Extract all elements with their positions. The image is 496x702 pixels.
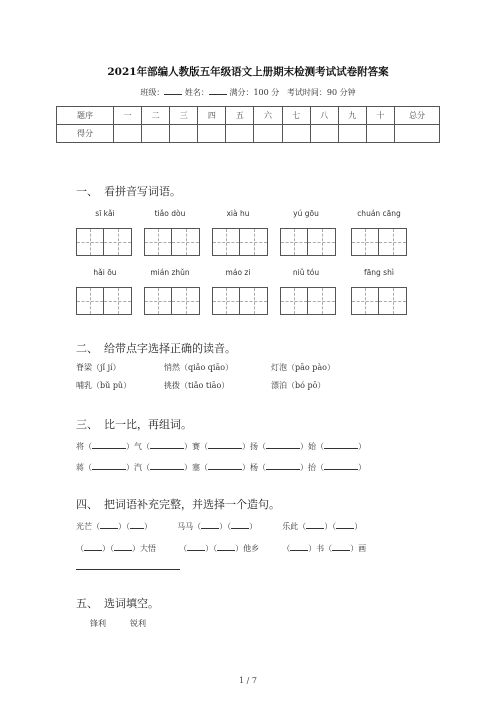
answer-blank[interactable] <box>150 461 184 470</box>
reading-choice[interactable]: 灯泡（pāo pào） <box>271 363 335 372</box>
prompt-text: （ <box>179 544 188 553</box>
prompt-text: 光芒（ <box>76 522 100 531</box>
score-row-label: 得分 <box>57 125 114 143</box>
writing-box[interactable] <box>212 228 268 256</box>
score-input-cell[interactable] <box>310 125 338 143</box>
score-input-cell[interactable] <box>170 125 198 143</box>
prompt-text: （ <box>76 544 84 553</box>
section-title: 选词填空。 <box>104 597 159 610</box>
score-input-cell[interactable] <box>395 125 440 143</box>
section-2-heading <box>76 340 236 356</box>
full-score: 满分：100 分 <box>229 88 280 97</box>
name-label: 姓名： <box>184 88 209 97</box>
prompt-text: ）大悟 <box>132 544 156 553</box>
writing-cell[interactable] <box>212 228 240 256</box>
prompt-text: ） <box>354 522 363 531</box>
section-5-heading <box>76 595 159 611</box>
section-4-heading <box>76 496 280 512</box>
pinyin-label: niǔ tóu <box>292 268 320 277</box>
page-number: 1 / 7 <box>239 676 257 685</box>
section-title: 看拼音写词语。 <box>104 185 181 198</box>
answer-blank[interactable] <box>187 542 205 551</box>
score-cell: 五 <box>226 107 254 125</box>
prompt-text: ） <box>144 522 152 531</box>
section-number: 四、 <box>76 498 98 511</box>
writing-cell[interactable] <box>144 287 172 315</box>
answer-blank[interactable] <box>208 440 242 449</box>
pinyin-label: mián zhǔn <box>150 268 190 277</box>
reading-choice[interactable]: 漂泊（bó pō） <box>271 381 326 390</box>
pinyin-label: chuán cāng <box>357 209 401 218</box>
pinyin-label: máo zi <box>225 268 251 277</box>
prompt-text: 蒋（ <box>76 463 92 472</box>
prompt-text: ）他乡 <box>235 544 260 553</box>
prompt-text: ）塞（ <box>184 463 208 472</box>
writing-cell[interactable] <box>76 287 104 315</box>
writing-box[interactable] <box>76 228 132 256</box>
prompt-text: ）（ <box>219 522 232 531</box>
writing-cell[interactable] <box>379 228 407 256</box>
score-input-cell[interactable] <box>338 125 366 143</box>
score-cell: 总分 <box>395 107 440 125</box>
reading-choice[interactable]: 悄然（qiǎo qiāo） <box>164 363 234 372</box>
writing-cell[interactable] <box>104 287 132 315</box>
answer-blank[interactable] <box>332 542 350 551</box>
pinyin-label: sī kǎi <box>95 209 115 218</box>
writing-box[interactable] <box>351 287 407 315</box>
class-label: 班级： <box>140 88 165 97</box>
reading-choice[interactable]: 哺乳（bǔ pǔ） <box>76 381 132 390</box>
answer-blank[interactable] <box>92 440 126 449</box>
writing-cell[interactable] <box>104 228 132 256</box>
writing-cell[interactable] <box>280 228 308 256</box>
answer-blank[interactable] <box>201 520 219 529</box>
reading-choice[interactable]: 挑拨（tiǎo tiāo） <box>164 381 230 390</box>
pinyin-label: xià hu <box>226 209 250 218</box>
score-cell: 九 <box>338 107 366 125</box>
writing-box[interactable] <box>144 228 200 256</box>
score-input-cell[interactable] <box>114 125 142 143</box>
prompt-text: ）杨（ <box>242 463 266 472</box>
prompt-text: 乐此（ <box>282 522 307 531</box>
writing-cell[interactable] <box>172 228 200 256</box>
prompt-text: ）扬（ <box>242 442 266 451</box>
writing-cell[interactable] <box>308 287 336 315</box>
prompt-text: ） <box>249 522 258 531</box>
writing-cell[interactable] <box>212 287 240 315</box>
page-title: 2021年部编人教版五年级语文上册期末检测考试试卷附答案 <box>107 66 389 78</box>
section-number: 三、 <box>76 418 98 431</box>
section-number: 二、 <box>76 342 98 355</box>
prompt-text: ）汽（ <box>126 463 150 472</box>
prompt-text: ） <box>358 463 366 472</box>
answer-blank[interactable] <box>266 440 300 449</box>
writing-cell[interactable] <box>280 287 308 315</box>
prompt-text: ）抬（ <box>300 463 324 472</box>
writing-cell[interactable] <box>76 228 104 256</box>
answer-blank[interactable] <box>290 542 308 551</box>
pinyin-label: tiǎo dòu <box>154 209 186 218</box>
answer-blank[interactable] <box>336 520 354 529</box>
writing-cell[interactable] <box>351 287 379 315</box>
section-title: 比一比，再组词。 <box>104 418 192 431</box>
prompt-text: ）气（ <box>126 442 150 451</box>
answer-blank[interactable] <box>217 542 235 551</box>
answer-blank[interactable] <box>100 520 118 529</box>
writing-cell[interactable] <box>240 228 268 256</box>
score-table-score-row <box>57 125 440 143</box>
writing-box[interactable] <box>76 287 132 315</box>
answer-blank[interactable] <box>306 520 324 529</box>
score-cell: 题序 <box>57 107 114 125</box>
section-number: 一、 <box>76 185 98 198</box>
answer-blank[interactable] <box>84 542 102 551</box>
score-cell: 六 <box>254 107 282 125</box>
compare-row <box>76 461 366 473</box>
name-blank[interactable] <box>209 86 227 95</box>
answer-blank[interactable] <box>266 461 300 470</box>
writing-box[interactable] <box>280 228 336 256</box>
answer-blank[interactable] <box>114 542 132 551</box>
writing-cell[interactable] <box>240 287 268 315</box>
writing-box[interactable] <box>144 287 200 315</box>
writing-box[interactable] <box>212 287 268 315</box>
prompt-text: ）（ <box>205 544 218 553</box>
writing-box[interactable] <box>280 287 336 315</box>
pinyin-label: yú gōu <box>293 209 319 218</box>
idiom-row <box>76 542 366 554</box>
word-choice: 锋利 <box>90 619 106 628</box>
sentence-answer-line[interactable] <box>76 569 180 570</box>
answer-blank[interactable] <box>324 440 358 449</box>
score-table <box>56 106 440 143</box>
writing-cell[interactable] <box>351 228 379 256</box>
writing-cell[interactable] <box>172 287 200 315</box>
idiom-row <box>76 520 362 532</box>
score-cell: 一 <box>114 107 142 125</box>
prompt-text: ）（ <box>102 544 114 553</box>
score-cell: 七 <box>282 107 310 125</box>
prompt-text: ）画 <box>350 544 367 553</box>
prompt-text: ） <box>358 442 366 451</box>
section-3-heading <box>76 416 192 432</box>
score-input-cell[interactable] <box>226 125 254 143</box>
writing-cell[interactable] <box>144 228 172 256</box>
answer-blank[interactable] <box>130 520 144 529</box>
score-input-cell[interactable] <box>254 125 282 143</box>
prompt-text: 将（ <box>76 442 92 451</box>
score-cell: 二 <box>142 107 170 125</box>
score-input-cell[interactable] <box>142 125 170 143</box>
section-1-heading <box>76 183 181 199</box>
answer-blank[interactable] <box>231 520 249 529</box>
pinyin-label: hǎi ōu <box>93 268 117 277</box>
answer-blank[interactable] <box>324 461 358 470</box>
word-choice: 锐利 <box>130 619 146 628</box>
answer-blank[interactable] <box>208 461 242 470</box>
score-cell: 十 <box>366 107 394 125</box>
writing-cell[interactable] <box>379 287 407 315</box>
prompt-text: ）（ <box>118 522 130 531</box>
prompt-text: 马马（ <box>177 522 202 531</box>
section-title: 给带点字选择正确的读音。 <box>104 342 236 355</box>
pinyin-label: fāng shì <box>364 268 394 277</box>
answer-blank[interactable] <box>150 440 184 449</box>
answer-blank[interactable] <box>92 461 126 470</box>
score-cell: 三 <box>170 107 198 125</box>
prompt-text: ）（ <box>324 522 337 531</box>
exam-meta <box>0 86 496 98</box>
exam-time: 考试时间：90 分钟 <box>286 88 356 97</box>
score-cell: 四 <box>198 107 226 125</box>
prompt-text: （ <box>282 544 291 553</box>
compare-row <box>76 440 366 452</box>
prompt-text: ）书（ <box>308 544 333 553</box>
class-blank[interactable] <box>164 86 182 95</box>
prompt-text: ）始（ <box>300 442 324 451</box>
score-input-cell[interactable] <box>198 125 226 143</box>
writing-cell[interactable] <box>308 228 336 256</box>
score-input-cell[interactable] <box>282 125 310 143</box>
score-input-cell[interactable] <box>366 125 394 143</box>
section-title: 把词语补充完整，并选择一个造句。 <box>104 498 280 511</box>
reading-choice[interactable]: 脊梁（jǐ jí） <box>76 363 121 372</box>
score-table-header-row <box>57 107 440 125</box>
writing-box[interactable] <box>351 228 407 256</box>
section-number: 五、 <box>76 597 98 610</box>
prompt-text: ）赛（ <box>184 442 208 451</box>
score-cell: 八 <box>310 107 338 125</box>
